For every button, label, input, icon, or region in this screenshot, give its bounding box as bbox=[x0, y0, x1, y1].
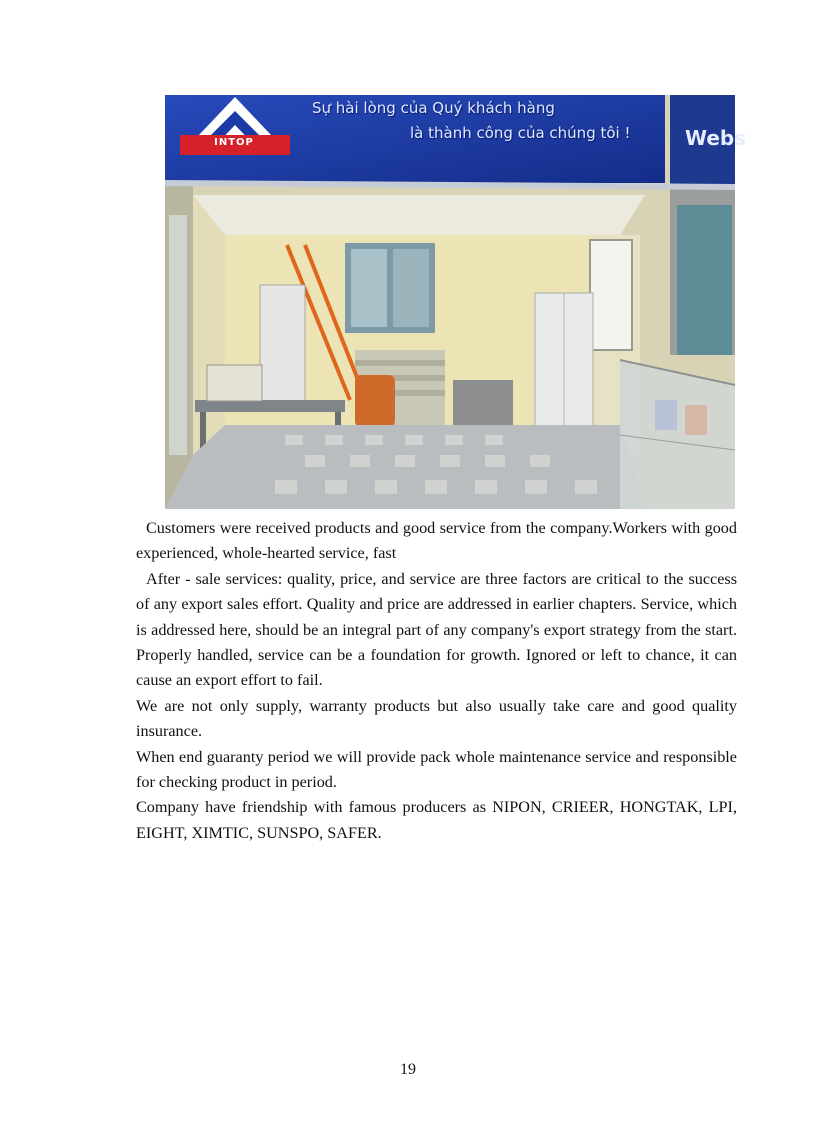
body-text bbox=[136, 516, 737, 846]
storefront-illustration bbox=[165, 95, 747, 509]
paragraph-producers: Company have friendship with famous producers as NIPON, CRIEER, HONGTAK, LPI, EIGHT, XIMTIC, SUNSPO, SAFER. bbox=[136, 798, 737, 842]
side-sign-text: Webs bbox=[685, 126, 747, 150]
paragraph-warranty: We are not only supply, warranty products but also usually take care and good quality insurance. bbox=[136, 696, 737, 741]
banner-slogan-line2: là thành công của chúng tôi ! bbox=[410, 124, 631, 142]
paragraph-customers: Customers were received products and good service from the company.Workers with good experienced, whole-hearted service, fast bbox=[136, 519, 737, 563]
storefront-photo bbox=[165, 95, 747, 509]
paragraph-maintenance: When end guaranty period we will provide pack whole maintenance service and responsible for checking product in period. bbox=[136, 747, 737, 792]
paragraph-after-sale: After - sale services: quality, price, and service are three factors are critical to the success of any export sales effort. Quality and price are addressed in earlier chapters. Service, which is addressed here, should be an integral part of any company's export strategy from the start. Properly handled, service can be a foundation for growth. Ignored or left to chance, it can cause an export effort to fail. bbox=[136, 569, 737, 690]
banner-slogan-line1: Sự hài lòng của Quý khách hàng bbox=[312, 99, 555, 117]
page-number: 19 bbox=[400, 1061, 416, 1078]
logo-label: INTOP bbox=[214, 137, 254, 148]
